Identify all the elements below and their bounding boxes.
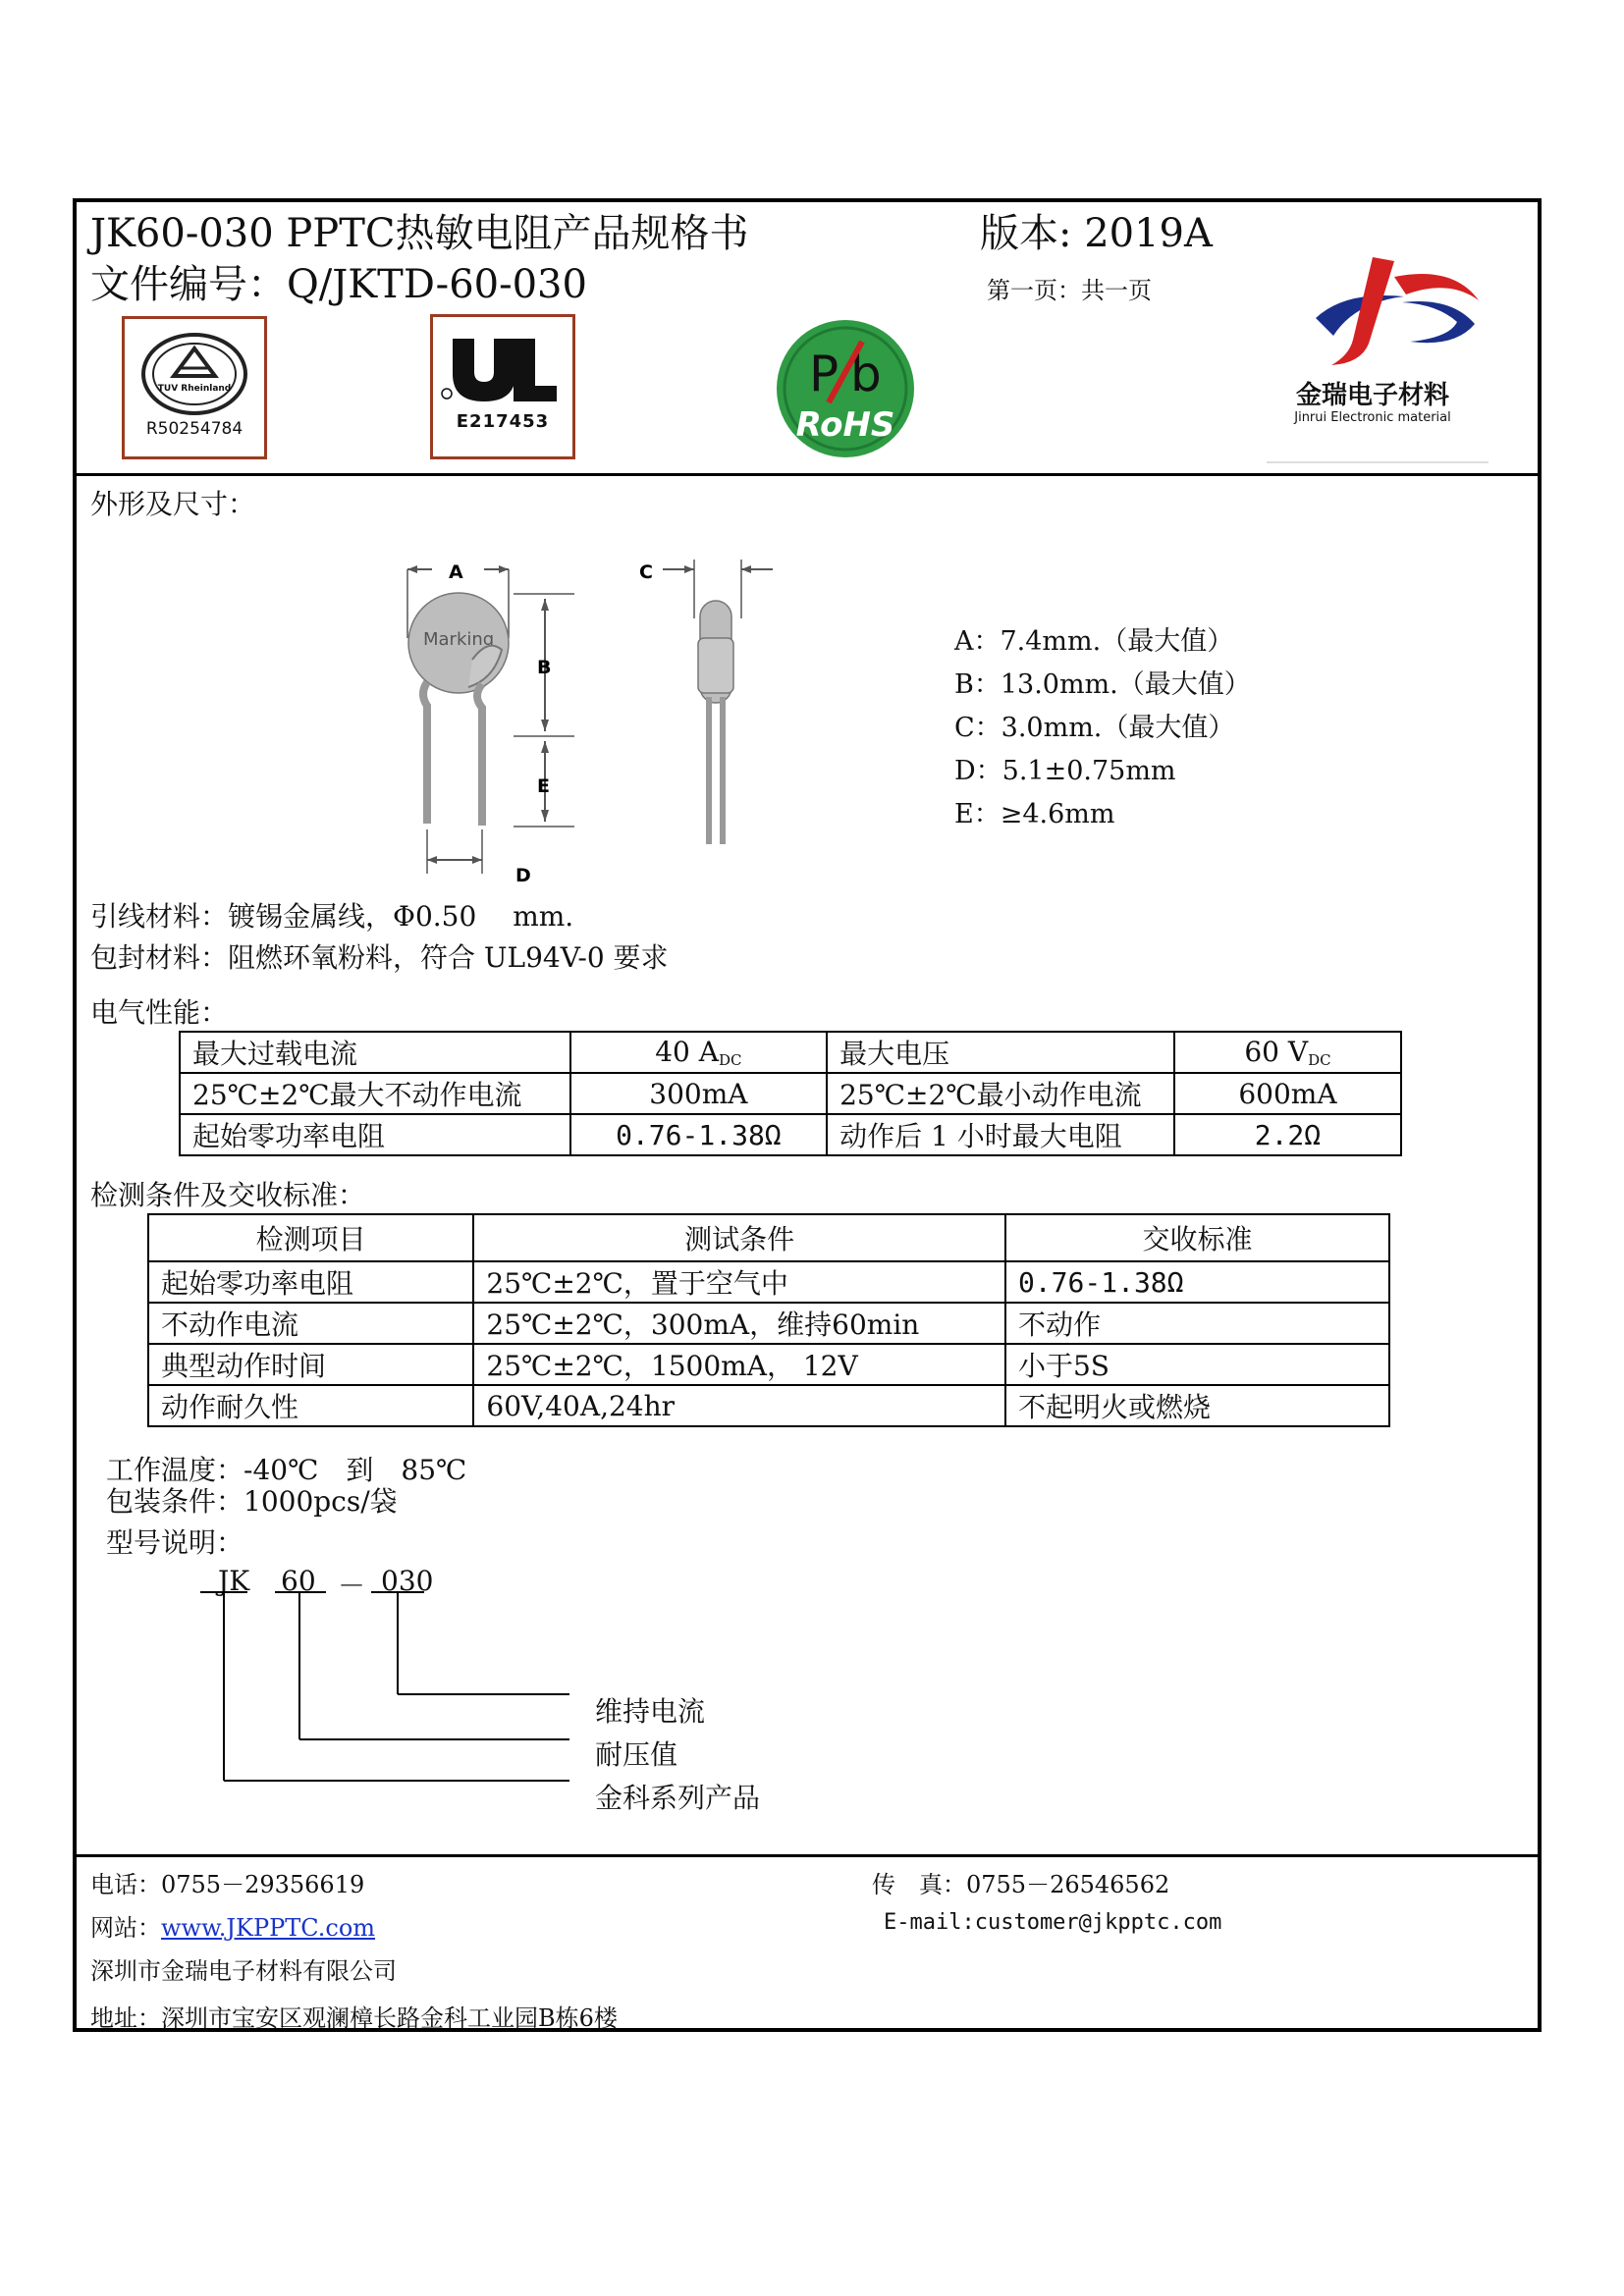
model-desc-current: 维持电流 (595, 1695, 706, 1728)
test-condition: 25℃±2℃，置于空气中 (473, 1261, 1005, 1303)
ul-cert-badge (430, 314, 575, 459)
test-condition: 25℃±2℃，1500mA， 12V (473, 1344, 1005, 1385)
model-part-current: 030 (381, 1565, 434, 1597)
column-header: 交收标准 (1005, 1214, 1389, 1261)
dim-label-c: C (639, 561, 653, 583)
test-item: 不动作电流 (148, 1303, 473, 1344)
table-row (148, 1261, 1389, 1303)
tuv-cert-badge (122, 316, 267, 459)
elec-key: 25℃±2℃最小动作电流 (827, 1073, 1174, 1114)
test-item: 典型动作时间 (148, 1344, 473, 1385)
doc-version: 版本: 2019A (980, 211, 1213, 256)
electrical-heading: 电气性能： (90, 996, 229, 1029)
elec-value: 40 $A_{DC}$ (570, 1032, 827, 1073)
ul-logo-icon (433, 317, 572, 415)
footer-tel: 电话：0755－29356619 (90, 1871, 365, 1898)
testing-table (147, 1213, 1390, 1427)
rohs-icon (772, 316, 919, 461)
elec-key: 25℃±2℃最大不动作电流 (180, 1073, 570, 1114)
model-desc-series: 金科系列产品 (595, 1782, 761, 1814)
operating-temperature: 工作温度：-40℃ 到 85℃ (106, 1454, 467, 1486)
component-drawing (388, 550, 800, 893)
spec-e: E：≥4.6mm (954, 799, 1115, 829)
rohs-text: RoHS (795, 405, 895, 445)
tuv-label: TUV Rheinland (157, 384, 232, 394)
website-link[interactable]: www.JKPPTC.com (161, 1914, 376, 1942)
table-row (148, 1385, 1389, 1426)
logo-underline (1267, 461, 1489, 463)
header-divider (73, 473, 1542, 476)
footer-address: 地址：深圳市宝安区观澜樟长路金科工业园B栋6楼 (90, 2004, 618, 2032)
model-leader-lines (196, 1590, 589, 1796)
spec-a: A：7.4mm.（最大值） (954, 626, 1234, 657)
table-row (180, 1032, 1401, 1073)
jinrui-logo-icon (1257, 247, 1512, 375)
spec-c: C：3.0mm.（最大值） (954, 713, 1235, 743)
dim-label-b: B (537, 657, 552, 678)
svg-text:b: b (850, 346, 882, 402)
model-part-dash: － (338, 1570, 366, 1602)
footer-website (90, 1908, 375, 1943)
elec-value: 600mA (1174, 1073, 1401, 1114)
test-standard: 不动作 (1005, 1303, 1389, 1344)
footer-fax: 传 真：0755－26546562 (872, 1871, 1170, 1898)
dim-label-d: D (515, 865, 531, 886)
coating-material: 包封材料：阻燃环氧粉料，符合 UL94V-0 要求 (90, 941, 669, 974)
packing-condition: 包装条件：1000pcs/袋 (106, 1485, 398, 1518)
elec-value: 300mA (570, 1073, 827, 1114)
elec-value: 60 $V_{DC}$ (1174, 1032, 1401, 1073)
footer-company: 深圳市金瑞电子材料有限公司 (90, 1957, 397, 1985)
company-logo-cn: 金瑞电子材料 (1295, 381, 1449, 410)
spec-b: B：13.0mm.（最大值） (954, 669, 1251, 700)
company-logo (1257, 247, 1512, 469)
test-item: 起始零功率电阻 (148, 1261, 473, 1303)
tuv-code: R50254784 (145, 419, 244, 439)
test-standard: 不起明火或燃烧 (1005, 1385, 1389, 1426)
model-heading: 型号说明： (106, 1526, 244, 1559)
dim-label-a: A (449, 561, 463, 583)
test-standard: 小于5S (1005, 1344, 1389, 1385)
elec-key: 动作后 1 小时最大电阻 (827, 1114, 1174, 1155)
dim-label-e: E (537, 775, 550, 797)
table-row (148, 1344, 1389, 1385)
test-standard: 0.76-1.38Ω (1005, 1261, 1389, 1303)
test-condition: 60V,40A,24hr (473, 1385, 1005, 1426)
elec-key: 最大电压 (827, 1032, 1174, 1073)
doc-title: JK60-030 PPTC热敏电阻产品规格书 (90, 211, 749, 256)
elec-value: 2.2Ω (1174, 1114, 1401, 1155)
elec-key: 最大过载电流 (180, 1032, 570, 1073)
spec-d: D：5.1±0.75mm (954, 756, 1176, 786)
table-row (180, 1114, 1401, 1155)
model-desc-voltage: 耐压值 (595, 1738, 678, 1771)
table-row (180, 1073, 1401, 1114)
model-part-jk: JK (218, 1565, 250, 1597)
lead-material: 引线材料：镀锡金属线，Φ0.50 mm. (90, 900, 574, 933)
elec-value: 0.76-1.38Ω (570, 1114, 827, 1155)
table-row (148, 1303, 1389, 1344)
marking-label: Marking (423, 629, 495, 650)
table-header-row (148, 1214, 1389, 1261)
electrical-table (179, 1031, 1402, 1156)
page-info: 第一页：共一页 (987, 277, 1152, 304)
footer-email: E-mail:customer@jkpptc.com (884, 1910, 1222, 1935)
svg-text:P: P (809, 346, 839, 402)
company-logo-en: Jinrui Electronic material (1294, 410, 1451, 425)
testing-heading: 检测条件及交收标准： (90, 1179, 366, 1211)
footer-divider (73, 1854, 1542, 1857)
ul-code: E217453 (456, 411, 550, 432)
model-part-voltage: 60 (281, 1565, 316, 1597)
rohs-badge (772, 316, 919, 461)
test-condition: 25℃±2℃，300mA，维持60min (473, 1303, 1005, 1344)
column-header: 测试条件 (473, 1214, 1005, 1261)
website-label: 网站： (90, 1914, 161, 1942)
column-header: 检测项目 (148, 1214, 473, 1261)
dimensions-heading: 外形及尺寸： (90, 488, 256, 520)
test-item: 动作耐久性 (148, 1385, 473, 1426)
dimension-specs (954, 620, 1251, 836)
elec-key: 起始零功率电阻 (180, 1114, 570, 1155)
doc-number: 文件编号：Q/JKTD-60-030 (90, 262, 587, 307)
